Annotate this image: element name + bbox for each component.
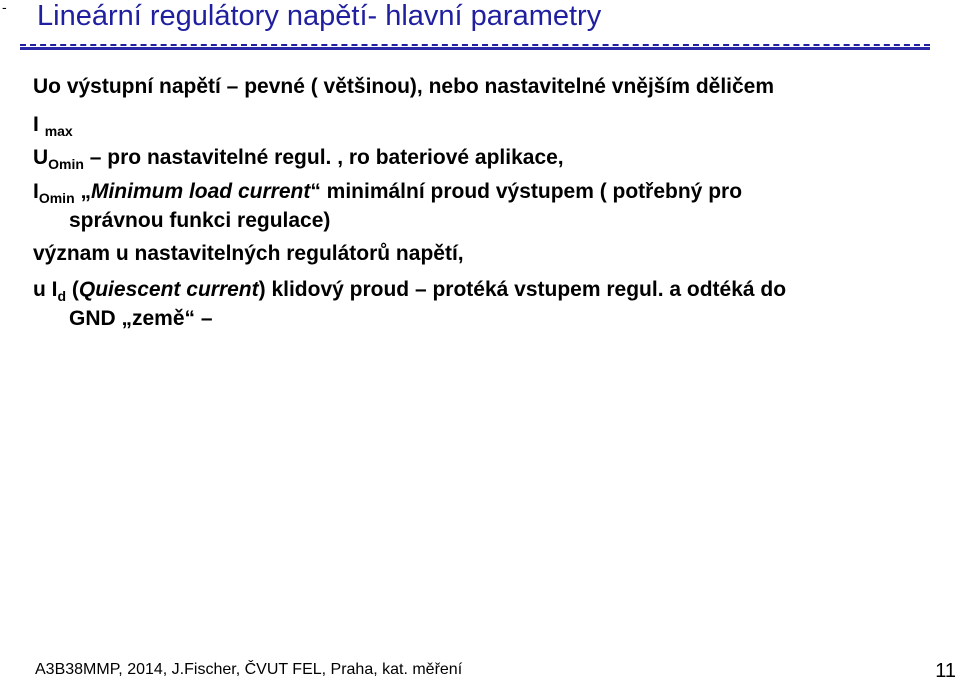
subscript-max: max bbox=[44, 123, 73, 139]
slide-title: Lineární regulátory napětí- hlavní parametry bbox=[37, 0, 602, 32]
corner-mark: - bbox=[2, 0, 7, 15]
footer-text: A3B38MMP, 2014, J.Fischer, ČVUT FEL, Praha, kat. měření bbox=[35, 661, 463, 678]
paren-open: ( bbox=[66, 278, 79, 301]
title-rule bbox=[20, 47, 930, 50]
bullet-line-meaning: význam u nastavitelných regulátorů napětí, bbox=[33, 242, 464, 265]
uomin-description: – pro nastavitelné regul. , ro bateriové aplikace, bbox=[83, 146, 564, 169]
term-quiescent-current: Quiescent current bbox=[78, 278, 259, 301]
page-number: 11 bbox=[935, 660, 956, 682]
symbol-i: I bbox=[33, 113, 39, 136]
id-prefix: u I bbox=[33, 278, 58, 301]
subscript-d: d bbox=[57, 288, 67, 304]
symbol-i: I bbox=[33, 180, 39, 203]
bullet-line-imax bbox=[33, 112, 73, 138]
bullet-line-uo: Uo výstupní napětí – pevné ( většinou), nebo nastavitelné vnějším děličem bbox=[33, 75, 775, 98]
subscript-omin: Omin bbox=[48, 156, 84, 172]
id-description: ) klidový proud – protéká vstupem regul. a odtéká do bbox=[258, 278, 787, 301]
term-minimum-load-current: Minimum load current bbox=[90, 180, 311, 203]
bullet-line-iomin bbox=[33, 179, 742, 205]
continuation-line: správnou funkci regulace) bbox=[69, 209, 331, 232]
continuation-line-gnd: GND „země“ – bbox=[69, 307, 213, 330]
quote-open: „ bbox=[74, 180, 91, 203]
title-rule-dashed bbox=[20, 44, 930, 46]
iomin-description: minimální proud výstupem ( potřebný pro bbox=[320, 180, 743, 203]
quote-close: “ bbox=[310, 180, 321, 203]
bullet-line-uomin bbox=[33, 145, 564, 171]
bullet-line-id bbox=[33, 277, 786, 303]
symbol-u: U bbox=[33, 146, 49, 169]
subscript-omin: Omin bbox=[38, 190, 75, 206]
